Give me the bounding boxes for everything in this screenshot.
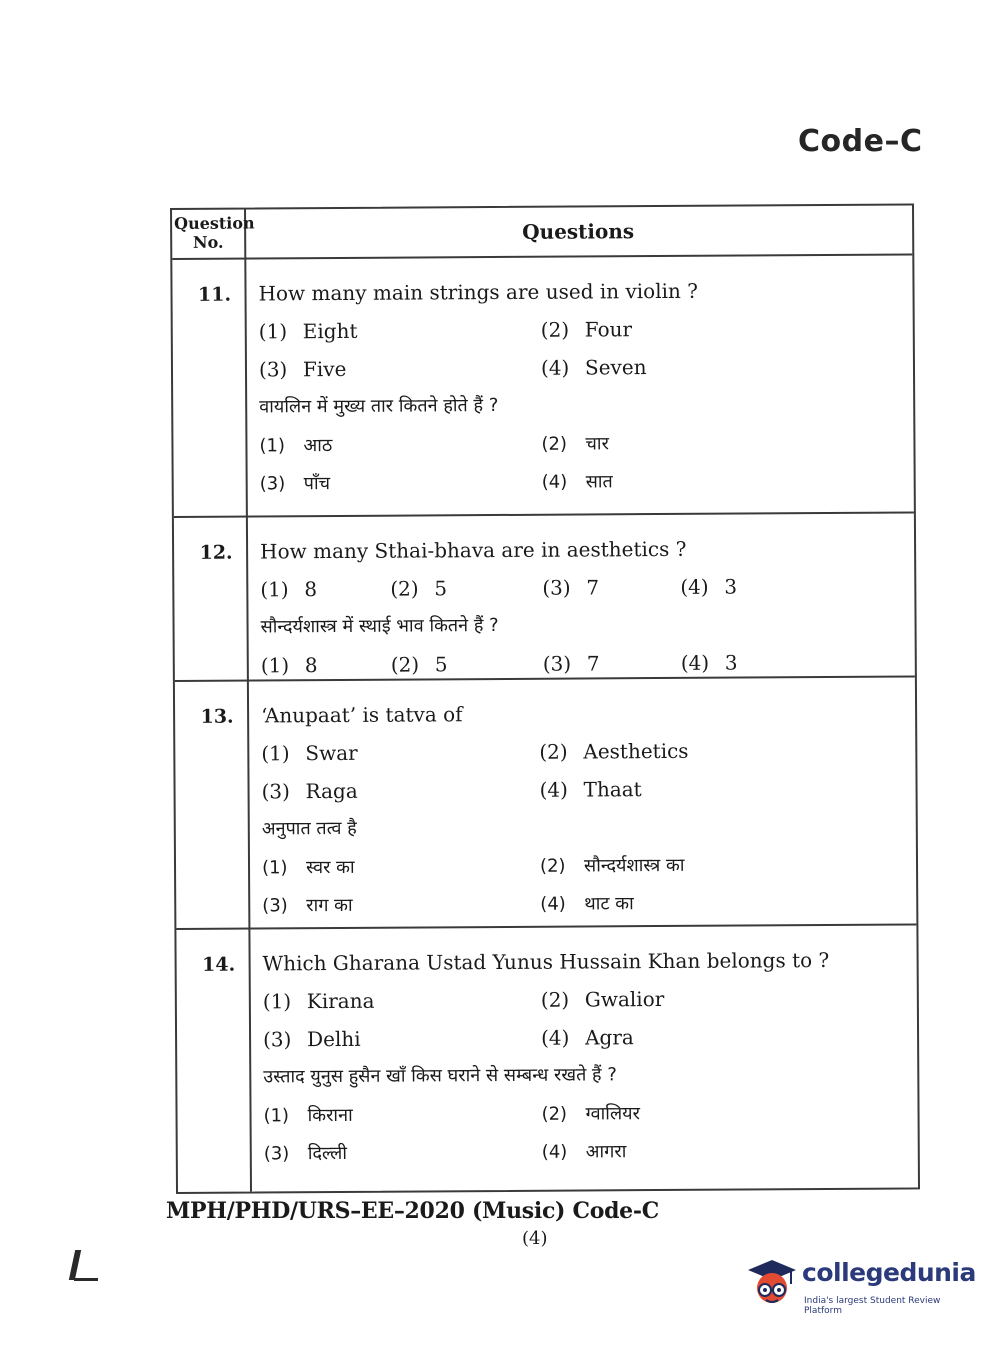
option [680, 575, 737, 599]
option-number: (1) [260, 653, 290, 678]
option-text: 8 [304, 653, 318, 678]
question-row-13 [175, 675, 917, 930]
option-row [260, 572, 904, 614]
option [260, 577, 317, 601]
option-number: (3) [263, 1027, 292, 1052]
question-stem-hi: उस्ताद युनुस हुसैन खाँ किस घराने से सम्बन्ध रखते हैं ? [263, 1064, 617, 1088]
option-number: (2) [390, 576, 419, 601]
option [263, 1027, 361, 1052]
option [541, 987, 665, 1012]
option-number: (3) [263, 1143, 290, 1165]
brand-name: collegedunia [802, 1258, 976, 1287]
question-number: 14. [202, 953, 236, 976]
option-text: आठ [303, 435, 333, 457]
option-text: 5 [434, 652, 448, 677]
option-row [261, 736, 905, 778]
option-row [263, 984, 907, 1026]
option [543, 651, 600, 675]
option-number: (2) [540, 987, 570, 1012]
question-stem-hi: वायलिन में मुख्य तार कितने होते हैं ? [259, 394, 499, 418]
option [264, 1141, 347, 1166]
option [539, 739, 688, 764]
option-text: Delhi [307, 1026, 361, 1052]
option-number: (2) [541, 433, 568, 455]
option [542, 575, 599, 599]
option-text: Raga [305, 778, 358, 804]
header-questions: Questions [522, 219, 635, 244]
option-number: (2) [541, 1103, 568, 1125]
option-text: Five [302, 356, 347, 382]
scan-mark [74, 1278, 98, 1281]
option-number: (3) [258, 357, 288, 382]
question-table [170, 203, 920, 1194]
option-text: Thaat [583, 777, 642, 802]
option [542, 1139, 627, 1164]
option [542, 469, 613, 493]
option-number: (2) [539, 739, 568, 764]
option-text: आगरा [585, 1141, 627, 1163]
option [541, 355, 647, 380]
option-text: Kirana [306, 988, 375, 1014]
option-number: (1) [261, 857, 288, 879]
option-row [259, 314, 903, 356]
option-text: 7 [586, 651, 600, 676]
option-number: (2) [539, 855, 566, 877]
option-number: (4) [541, 471, 568, 493]
question-number: 13. [200, 705, 234, 728]
option-row [264, 1136, 908, 1178]
option-number: (1) [262, 989, 292, 1014]
question-row-14 [176, 923, 918, 1194]
option-number: (4) [541, 1025, 570, 1050]
question-stem-hi: अनुपात तत्व है [261, 817, 357, 840]
question-number: 12. [199, 541, 233, 564]
question-stem-en: ‘Anupaat’ is tatva of [261, 702, 463, 728]
question-number: 11. [197, 283, 232, 306]
option-text: चार [585, 433, 609, 455]
header-qno-line1: Question [174, 213, 255, 233]
option-text: स्वर का [305, 856, 355, 879]
option-text: Seven [584, 355, 647, 380]
option-number: (3) [262, 895, 288, 917]
option-number: (3) [542, 575, 571, 600]
option [541, 1025, 634, 1050]
option-number: (1) [258, 319, 288, 344]
option-text: सौन्दर्यशास्त्र का [583, 854, 685, 877]
option-text: 3 [724, 574, 738, 599]
option-row [259, 428, 903, 470]
option-number: (3) [259, 473, 286, 495]
option-text: पाँच [303, 473, 331, 495]
option-number: (1) [261, 741, 290, 766]
question-body [258, 276, 903, 508]
option [259, 319, 358, 344]
option-number: (4) [539, 777, 568, 802]
question-stem-en: How many Sthai-bhava are in aesthetics ? [260, 536, 687, 564]
option-row [260, 466, 904, 508]
question-stem-hi: सौन्दर्यशास्त्र में स्थाई भाव कितने हैं ? [260, 615, 499, 638]
question-stem-en: Which Gharana Ustad Yunus Hussain Khan belongs to ? [262, 947, 830, 976]
question-stem-en: How many main strings are used in violin ? [258, 278, 699, 306]
option-text: 7 [586, 575, 600, 600]
option-text: सात [585, 471, 613, 493]
option [539, 777, 641, 802]
option-text: Swar [305, 740, 358, 766]
option [262, 855, 355, 880]
option-number: (4) [540, 355, 570, 380]
option-text: थाट का [584, 893, 634, 915]
option-row [262, 850, 906, 892]
option [261, 741, 357, 766]
option [390, 576, 447, 600]
option [391, 652, 448, 676]
option-number: (1) [260, 577, 289, 602]
option-text: Aesthetics [583, 738, 689, 764]
footer-exam-code: MPH/PHD/URS–EE–2020 (Music) Code-C [166, 1198, 659, 1224]
option [261, 653, 318, 677]
option [681, 651, 738, 675]
option-number: (4) [680, 650, 710, 675]
option-text: Eight [302, 318, 358, 344]
table-header [172, 205, 912, 260]
option-row [263, 1022, 907, 1064]
option-text: किराना [307, 1104, 353, 1127]
question-body [263, 946, 908, 1178]
brand-watermark [742, 1252, 976, 1316]
page-number: (4) [522, 1228, 548, 1249]
option-row [259, 352, 903, 394]
mascot-logo-icon [742, 1252, 800, 1310]
question-body [261, 698, 906, 930]
option-number: (1) [259, 435, 286, 457]
option-number: (4) [541, 1141, 568, 1163]
question-body [260, 534, 905, 690]
scan-mark [69, 1250, 81, 1280]
question-row-11 [172, 253, 914, 518]
option-number: (4) [680, 574, 709, 599]
option-number: (2) [390, 652, 420, 677]
option-number: (3) [542, 651, 572, 676]
option-text: 3 [724, 650, 738, 675]
option [541, 317, 632, 342]
option-number: (2) [540, 317, 570, 342]
option [261, 779, 357, 804]
option-text: 8 [304, 577, 318, 602]
option [541, 431, 609, 455]
option [260, 471, 330, 495]
header-question-no [174, 213, 255, 252]
option-text: दिल्ली [307, 1142, 348, 1165]
option-text: ग्वालियर [585, 1103, 641, 1125]
option-text: Gwalior [584, 986, 665, 1012]
option [540, 891, 634, 916]
option [262, 893, 353, 918]
option [259, 433, 332, 457]
brand-tagline: India's largest Student Review Platform [804, 1296, 941, 1316]
option [263, 989, 375, 1014]
option-text: Four [584, 317, 633, 342]
option-number: (3) [261, 779, 290, 804]
option-row [263, 1098, 907, 1140]
option-text: Agra [585, 1025, 634, 1050]
header-qno-line2: No. [192, 232, 224, 252]
option [259, 357, 347, 382]
option [540, 853, 685, 878]
question-row-12 [174, 511, 915, 682]
option-text: 5 [434, 576, 448, 601]
option-number: (4) [540, 893, 566, 915]
option-text: राग का [306, 894, 353, 917]
option-number: (1) [263, 1105, 290, 1127]
paper-code: Code–C [798, 124, 923, 159]
option-row [261, 774, 905, 816]
option [541, 1101, 640, 1126]
option [263, 1103, 352, 1128]
